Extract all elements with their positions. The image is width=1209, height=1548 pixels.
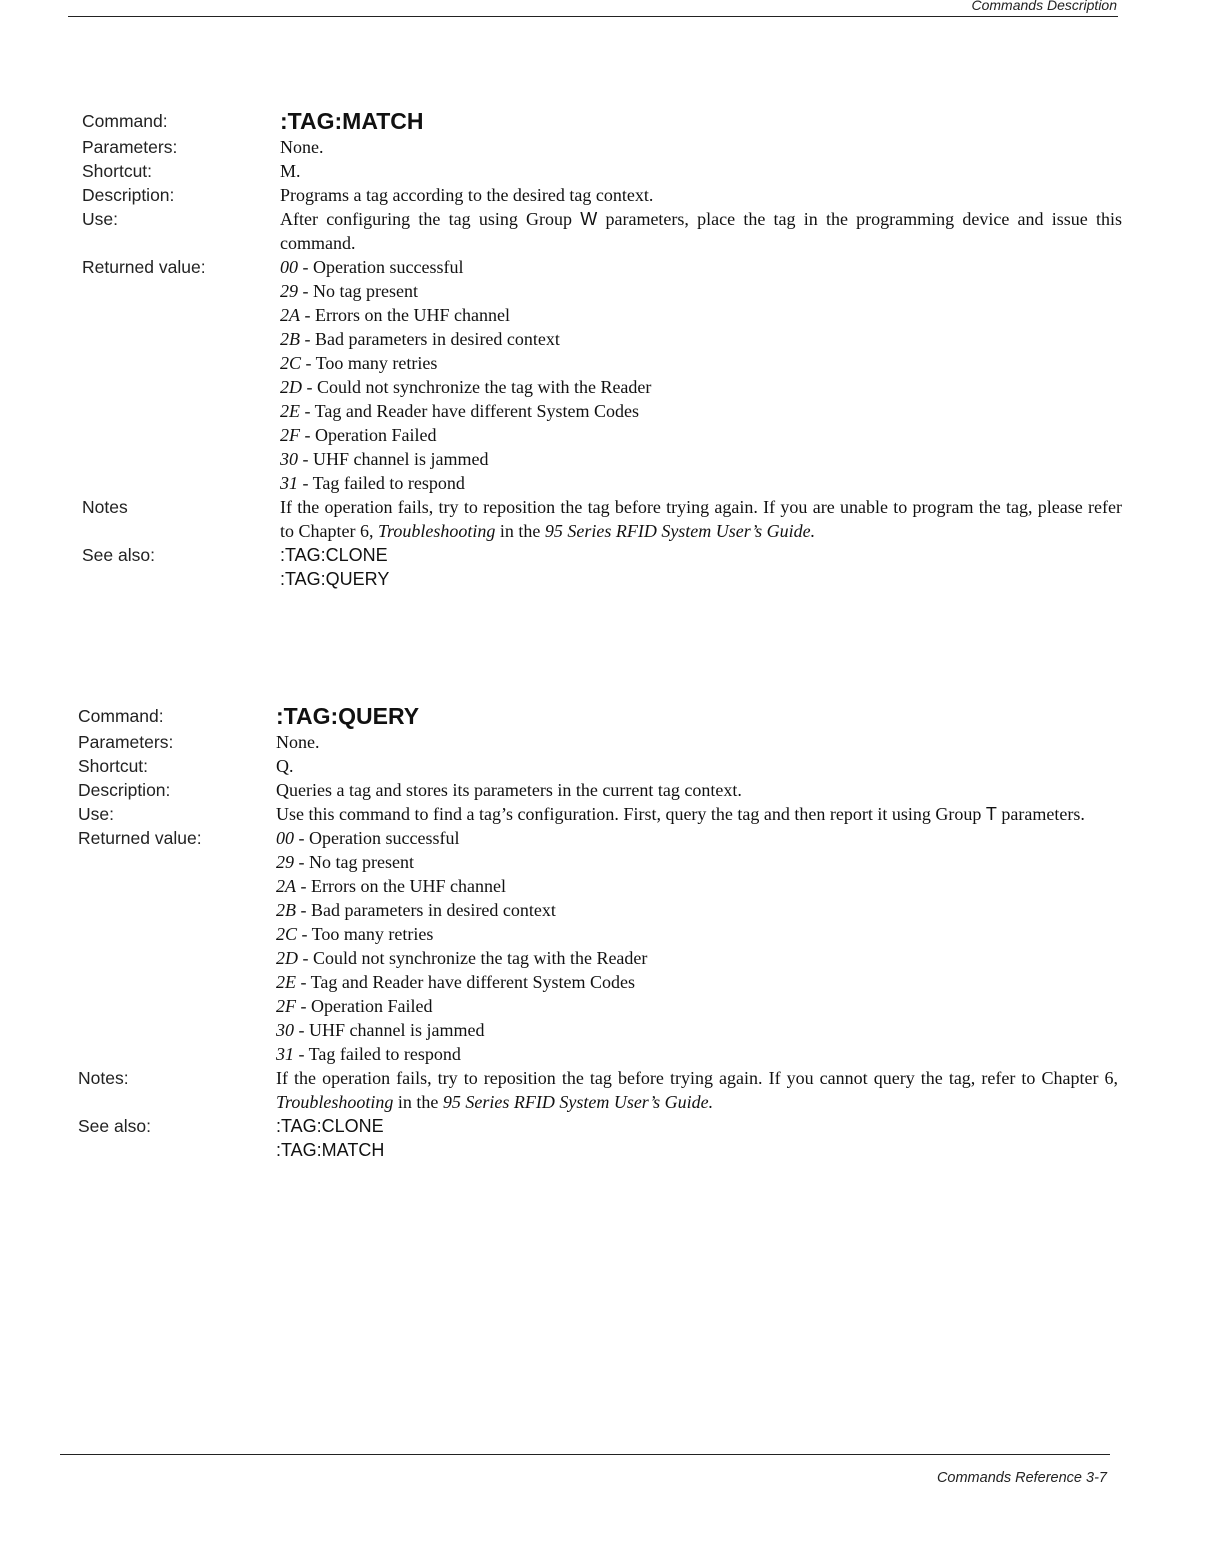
command-name: :TAG:QUERY	[276, 703, 420, 729]
returned-item	[276, 994, 1118, 1018]
description-label: Description:	[78, 780, 171, 800]
return-code: 31	[276, 1044, 294, 1064]
return-code: 2B	[280, 329, 300, 349]
return-code: 29	[276, 852, 294, 872]
return-text: - Tag and Reader have different System Codes	[300, 401, 639, 421]
return-text: - Tag failed to respond	[294, 1044, 461, 1064]
returned-item	[280, 471, 1122, 495]
return-code: 2E	[280, 401, 300, 421]
returned-item	[276, 850, 1118, 874]
parameters-label: Parameters:	[78, 732, 174, 752]
returned-list	[280, 255, 1122, 495]
notes-guide-ref: 95 Series RFID System User’s Guide.	[544, 521, 816, 541]
use-text-a: After configuring the tag using Group	[280, 209, 581, 229]
return-text: - Errors on the UHF channel	[296, 876, 506, 896]
returned-row	[78, 826, 1118, 1066]
return-code: 00	[280, 257, 298, 277]
returned-item	[280, 351, 1122, 375]
command-label: Command:	[82, 111, 168, 131]
return-text: - Operation Failed	[296, 996, 433, 1016]
return-text: - Too many retries	[301, 353, 438, 373]
see-also-row	[78, 1114, 1118, 1162]
return-code: 00	[276, 828, 294, 848]
returned-item	[276, 970, 1118, 994]
see-also-list	[280, 543, 1122, 591]
return-code: 2B	[276, 900, 296, 920]
description-value: Queries a tag and stores its parameters in the current tag context.	[276, 780, 742, 800]
use-value	[280, 207, 1122, 255]
returned-label: Returned value:	[82, 257, 206, 277]
command-row	[82, 107, 1122, 135]
return-code: 2C	[280, 353, 302, 373]
see-also-row	[82, 543, 1122, 591]
see-also-label: See also:	[78, 1116, 151, 1136]
parameters-value: None.	[276, 732, 320, 752]
return-text: - Operation Failed	[300, 425, 437, 445]
return-text: - UHF channel is jammed	[298, 449, 489, 469]
returned-item	[280, 327, 1122, 351]
use-text-b: parameters, place the tag in the programming device and issue this command.	[280, 209, 1122, 253]
shortcut-value: Q.	[276, 756, 294, 776]
return-text: - Tag failed to respond	[298, 473, 465, 493]
return-code: 2A	[280, 305, 300, 325]
parameters-value: None.	[280, 137, 324, 157]
use-row	[82, 207, 1122, 255]
parameters-row	[82, 135, 1122, 159]
see-also-item: :TAG:QUERY	[280, 569, 390, 589]
command-label: Command:	[78, 706, 164, 726]
description-row	[82, 183, 1122, 207]
returned-item	[276, 946, 1118, 970]
shortcut-row	[82, 159, 1122, 183]
use-group-letter: W	[580, 209, 598, 229]
return-code: 2D	[276, 948, 298, 968]
use-value	[276, 802, 1118, 826]
notes-text-a: If the operation fails, try to reposition the tag before trying again. If you cannot query the tag, refer to Chapter 6,	[276, 1068, 1118, 1088]
returned-item	[280, 423, 1122, 447]
use-label: Use:	[78, 804, 114, 824]
see-also-label: See also:	[82, 545, 155, 565]
see-also-item: :TAG:CLONE	[276, 1116, 384, 1136]
return-text: - Operation successful	[298, 257, 464, 277]
returned-list	[276, 826, 1118, 1066]
notes-row	[82, 495, 1122, 543]
shortcut-label: Shortcut:	[78, 756, 149, 776]
shortcut-label: Shortcut:	[82, 161, 153, 181]
return-code: 2A	[276, 876, 296, 896]
notes-label: Notes:	[78, 1068, 129, 1088]
header-rule	[68, 16, 1118, 17]
see-also-item: :TAG:MATCH	[276, 1140, 385, 1160]
footer-page-label: Commands Reference 3-7	[936, 1470, 1107, 1486]
return-text: - Operation successful	[294, 828, 460, 848]
return-code: 2F	[276, 996, 296, 1016]
notes-label: Notes	[82, 497, 128, 517]
return-text: - Errors on the UHF channel	[300, 305, 510, 325]
return-code: 2F	[280, 425, 300, 445]
return-text: - UHF channel is jammed	[294, 1020, 485, 1040]
parameters-row	[78, 730, 1118, 754]
returned-item	[280, 375, 1122, 399]
notes-row	[78, 1066, 1118, 1114]
see-also-item: :TAG:CLONE	[280, 545, 388, 565]
use-text-a: Use this command to find a tag’s configuration. First, query the tag and then report it using Group	[276, 804, 986, 824]
returned-item	[276, 1018, 1118, 1042]
notes-chapter-ref: Troubleshooting	[377, 521, 496, 541]
returned-item	[276, 922, 1118, 946]
use-group-letter: T	[985, 804, 997, 824]
parameters-label: Parameters:	[82, 137, 178, 157]
command-block-tag-query	[78, 702, 1118, 1162]
use-text-b: parameters.	[996, 804, 1085, 824]
use-label: Use:	[82, 209, 118, 229]
description-label: Description:	[82, 185, 175, 205]
shortcut-row	[78, 754, 1118, 778]
notes-guide-ref: 95 Series RFID System User’s Guide.	[442, 1092, 714, 1112]
command-name: :TAG:MATCH	[280, 108, 424, 134]
description-row	[78, 778, 1118, 802]
returned-item	[280, 447, 1122, 471]
returned-row	[82, 255, 1122, 495]
notes-text-b: in the	[393, 1092, 443, 1112]
return-text: - Could not synchronize the tag with the Reader	[298, 948, 648, 968]
notes-value	[276, 1066, 1118, 1114]
return-code: 29	[280, 281, 298, 301]
notes-text-a: If the operation fails, try to reposition the tag before trying again. If you are unable to program the tag, please refer to Chapter 6,	[280, 497, 1122, 541]
description-value: Programs a tag according to the desired tag context.	[280, 185, 654, 205]
returned-item	[276, 874, 1118, 898]
footer-rule	[60, 1454, 1110, 1455]
returned-label: Returned value:	[78, 828, 202, 848]
return-code: 2C	[276, 924, 298, 944]
return-text: - Tag and Reader have different System Codes	[296, 972, 635, 992]
returned-item	[276, 898, 1118, 922]
notes-value	[280, 495, 1122, 543]
header-section-title: Commands Description	[971, 0, 1117, 13]
command-row	[78, 702, 1118, 730]
return-text: - Could not synchronize the tag with the Reader	[302, 377, 652, 397]
notes-text-b: in the	[495, 521, 545, 541]
return-text: - Bad parameters in desired context	[296, 900, 556, 920]
returned-item	[276, 1042, 1118, 1066]
returned-item	[280, 255, 1122, 279]
command-block-tag-match	[82, 107, 1122, 591]
return-code: 31	[280, 473, 298, 493]
notes-chapter-ref: Troubleshooting	[276, 1092, 394, 1112]
returned-item	[280, 399, 1122, 423]
return-text: - Too many retries	[297, 924, 434, 944]
return-code: 2E	[276, 972, 296, 992]
return-code: 30	[276, 1020, 294, 1040]
return-text: - No tag present	[298, 281, 418, 301]
return-text: - Bad parameters in desired context	[300, 329, 560, 349]
return-text: - No tag present	[294, 852, 414, 872]
returned-item	[280, 303, 1122, 327]
returned-item	[280, 279, 1122, 303]
return-code: 30	[280, 449, 298, 469]
return-code: 2D	[280, 377, 302, 397]
shortcut-value: M.	[280, 161, 301, 181]
returned-item	[276, 826, 1118, 850]
see-also-list	[276, 1114, 1118, 1162]
use-row	[78, 802, 1118, 826]
